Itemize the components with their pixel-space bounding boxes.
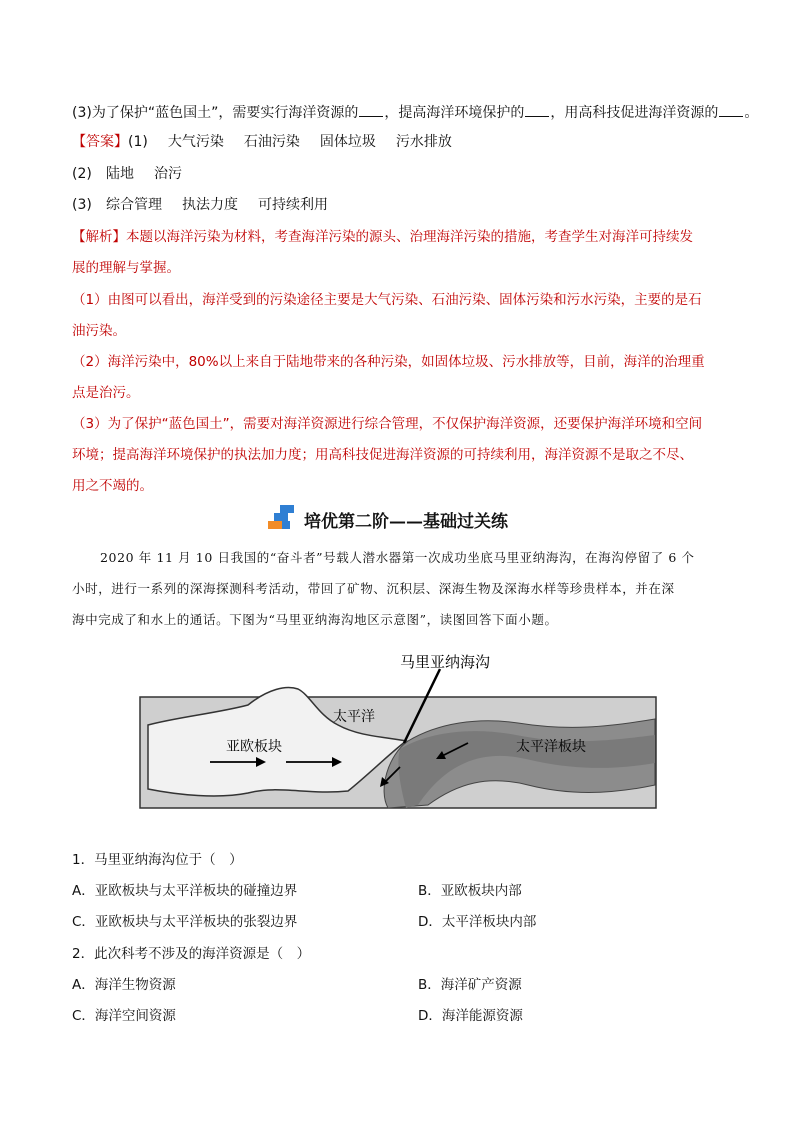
answer-item: 大气污染 bbox=[167, 134, 224, 150]
answer-row-3 bbox=[72, 195, 328, 215]
analysis-line: 环境；提高海洋环境保护的执法加力度；用高科技促进海洋资源的可持续利用，海洋资源不是取之不尽、 bbox=[72, 447, 693, 463]
option-a: A．亚欧板块与太平洋板块的碰撞边界 bbox=[72, 883, 298, 899]
passage-line: 2020 年 11 月 10 日我国的“奋斗者”号载人潜水器第一次成功坐底马里亚纳海沟，在海沟停留了 6 个 bbox=[100, 550, 695, 565]
answer-item: 石油污染 bbox=[243, 134, 300, 150]
answer-item: 可持续利用 bbox=[258, 197, 328, 213]
analysis-line: 用之不竭的。 bbox=[72, 478, 153, 494]
answer-blank bbox=[525, 102, 549, 117]
pacific-ocean-label: 太平洋 bbox=[333, 709, 375, 725]
answer-item: 综合管理 bbox=[106, 197, 162, 213]
analysis-line bbox=[72, 227, 693, 247]
answer-num: (3) bbox=[72, 197, 92, 213]
q3-mid1: ，提高海洋环境保护的 bbox=[384, 105, 525, 121]
question-stem: 1．马里亚纳海沟位于（ ） bbox=[72, 852, 243, 868]
eurasian-plate-label: 亚欧板块 bbox=[226, 739, 282, 755]
question-stem: 2．此次科考不涉及的海洋资源是（ ） bbox=[72, 946, 311, 962]
analysis-line: （1）由图可以看出，海洋受到的污染途径主要是大气污染、石油污染、固体污染和污水污染，主要的是石 bbox=[72, 292, 702, 308]
passage-line: 小时，进行一系列的深海探测科考活动，带回了矿物、沉积层、深海生物及深海水样等珍贵样本，并在深 bbox=[72, 581, 675, 596]
answer-num: (1) bbox=[128, 134, 148, 150]
analysis-line: 展的理解与掌握。 bbox=[72, 260, 180, 276]
q3-mid2: ，用高科技促进海洋资源的 bbox=[550, 105, 719, 121]
option-row bbox=[72, 1006, 722, 1026]
answer-row-2 bbox=[72, 164, 182, 184]
answer-item: 污水排放 bbox=[395, 134, 452, 150]
option-row bbox=[72, 881, 722, 901]
answer-item: 固体垃圾 bbox=[319, 134, 376, 150]
q3-prefix: (3)为了保护“蓝色国土”，需要实行海洋资源的 bbox=[72, 105, 359, 121]
section-title: 培优第二阶——基础过关练 bbox=[304, 512, 508, 532]
answer-item: 执法力度 bbox=[182, 197, 238, 213]
answer-item: 治污 bbox=[154, 166, 182, 182]
answer-row-1 bbox=[72, 132, 452, 152]
pacific-plate-label: 太平洋板块 bbox=[516, 739, 586, 755]
question-3-line bbox=[72, 102, 758, 123]
q3-suffix: 。 bbox=[744, 105, 759, 121]
option-row bbox=[72, 975, 722, 995]
analysis-line: 油污染。 bbox=[72, 323, 126, 339]
answer-tag: 【答案】 bbox=[72, 134, 128, 150]
answer-item: 陆地 bbox=[106, 166, 134, 182]
analysis-line: （2）海洋污染中，80%以上来自于陆地带来的各种污染，如固体垃圾、污水排放等，目前，海洋的治理重 bbox=[72, 354, 705, 370]
section-icon bbox=[268, 505, 298, 533]
analysis-text: 本题以海洋污染为材料，考查海洋污染的源头、治理海洋污染的措施，考查学生对海洋可持续发 bbox=[126, 229, 693, 245]
trench-label: 马里亚纳海沟 bbox=[400, 653, 491, 671]
option-d: D．太平洋板块内部 bbox=[418, 914, 537, 930]
mariana-trench-map bbox=[138, 645, 658, 815]
option-a: A．海洋生物资源 bbox=[72, 977, 176, 993]
option-row bbox=[72, 912, 722, 932]
passage-line: 海中完成了和水上的通话。下图为“马里亚纳海沟地区示意图”，读图回答下面小题。 bbox=[72, 612, 558, 627]
option-c: C．亚欧板块与太平洋板块的张裂边界 bbox=[72, 914, 298, 930]
analysis-line: （3）为了保护“蓝色国土”，需要对海洋资源进行综合管理，不仅保护海洋资源，还要保护海洋环境和空间 bbox=[72, 416, 703, 432]
option-c: C．海洋空间资源 bbox=[72, 1008, 176, 1024]
analysis-tag: 【解析】 bbox=[72, 229, 126, 245]
option-d: D．海洋能源资源 bbox=[418, 1008, 523, 1024]
option-b: B．亚欧板块内部 bbox=[418, 883, 522, 899]
analysis-line: 点是治污。 bbox=[72, 385, 140, 401]
answer-blank bbox=[359, 102, 383, 117]
option-b: B．海洋矿产资源 bbox=[418, 977, 522, 993]
answer-blank bbox=[719, 102, 743, 117]
answer-num: (2) bbox=[72, 166, 92, 182]
